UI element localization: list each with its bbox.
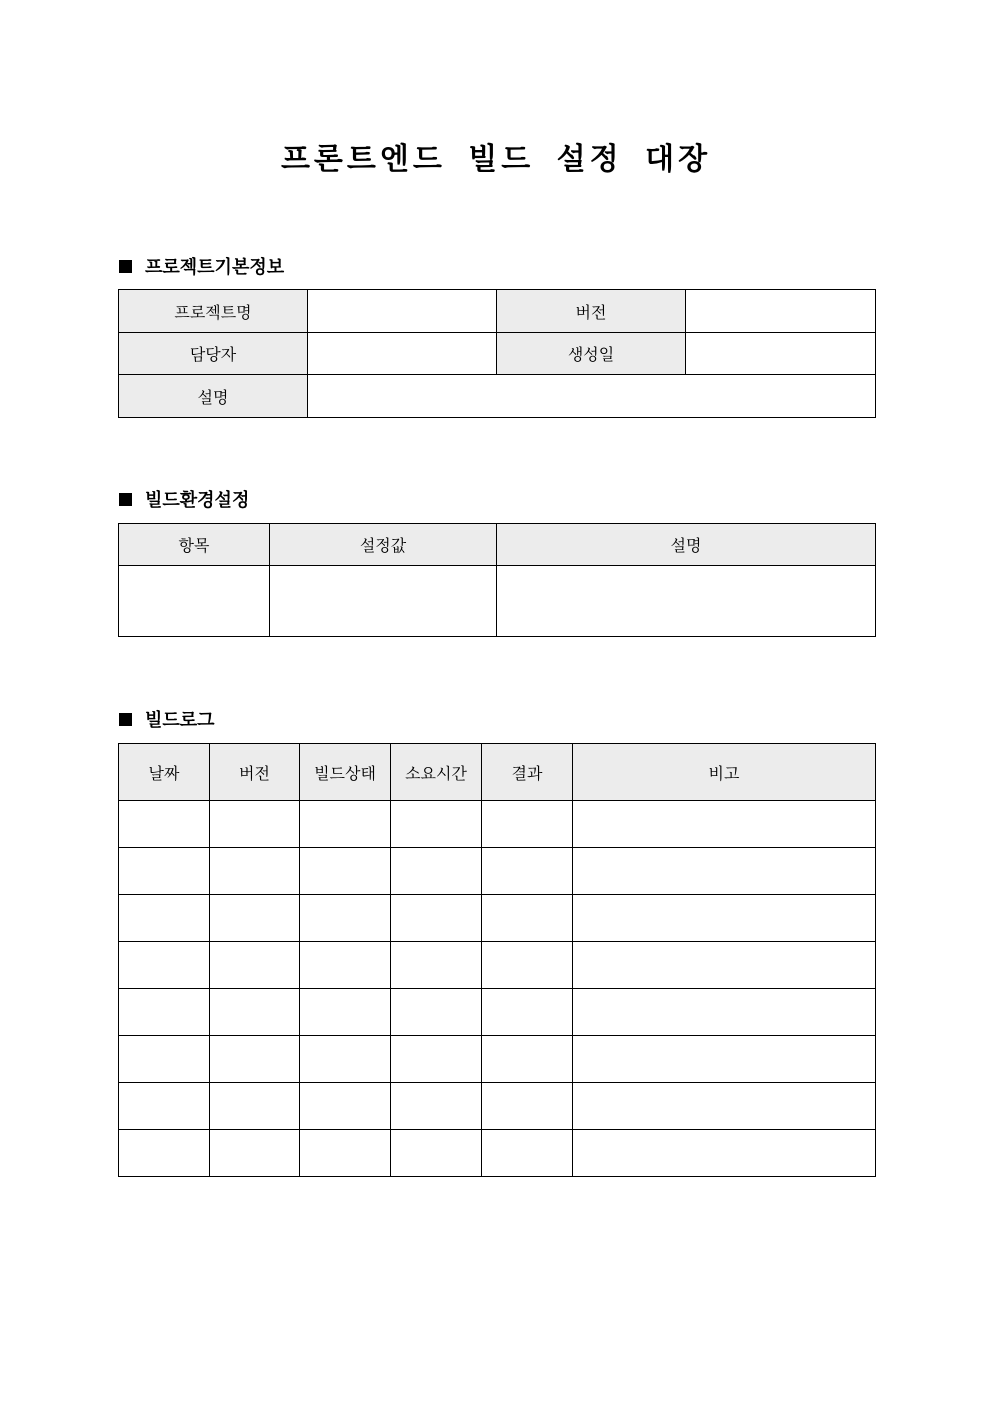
log-cell-note[interactable] — [573, 942, 876, 989]
field-version[interactable] — [686, 290, 876, 333]
log-row — [119, 989, 876, 1036]
build-env-table — [118, 523, 876, 637]
log-cell-status[interactable] — [300, 942, 391, 989]
log-cell-status[interactable] — [300, 1083, 391, 1130]
log-col-date: 날짜 — [119, 744, 210, 801]
log-col-result: 결과 — [482, 744, 573, 801]
log-cell-status[interactable] — [300, 895, 391, 942]
log-cell-result[interactable] — [482, 801, 573, 848]
square-bullet-icon — [119, 713, 132, 726]
log-cell-version[interactable] — [210, 1130, 300, 1177]
log-cell-version[interactable] — [210, 895, 300, 942]
env-cell-item[interactable] — [119, 566, 270, 637]
log-cell-date[interactable] — [119, 989, 210, 1036]
log-cell-status[interactable] — [300, 1036, 391, 1083]
log-cell-version[interactable] — [210, 1083, 300, 1130]
section-heading-log — [119, 706, 215, 732]
label-description: 설명 — [119, 375, 308, 418]
log-cell-status[interactable] — [300, 848, 391, 895]
section-heading-env — [119, 486, 249, 512]
section-heading-basic — [119, 253, 284, 279]
log-cell-result[interactable] — [482, 1083, 573, 1130]
log-cell-version[interactable] — [210, 1036, 300, 1083]
log-row — [119, 942, 876, 989]
log-cell-version[interactable] — [210, 848, 300, 895]
log-row — [119, 848, 876, 895]
log-cell-duration[interactable] — [391, 848, 482, 895]
log-cell-date[interactable] — [119, 801, 210, 848]
log-row — [119, 801, 876, 848]
env-col-item: 항목 — [119, 524, 270, 566]
log-cell-version[interactable] — [210, 989, 300, 1036]
log-cell-date[interactable] — [119, 942, 210, 989]
log-cell-date[interactable] — [119, 1036, 210, 1083]
log-cell-duration[interactable] — [391, 1083, 482, 1130]
log-row — [119, 1130, 876, 1177]
log-cell-duration[interactable] — [391, 942, 482, 989]
log-cell-result[interactable] — [482, 989, 573, 1036]
log-cell-note[interactable] — [573, 989, 876, 1036]
log-row — [119, 1036, 876, 1083]
label-project-name: 프로젝트명 — [119, 290, 308, 333]
log-cell-result[interactable] — [482, 1036, 573, 1083]
log-cell-date[interactable] — [119, 1130, 210, 1177]
log-cell-note[interactable] — [573, 848, 876, 895]
field-project-name[interactable] — [308, 290, 497, 333]
log-cell-version[interactable] — [210, 801, 300, 848]
square-bullet-icon — [119, 493, 132, 506]
log-row — [119, 895, 876, 942]
log-col-status: 빌드상태 — [300, 744, 391, 801]
log-cell-duration[interactable] — [391, 989, 482, 1036]
log-cell-status[interactable] — [300, 1130, 391, 1177]
log-col-version: 버전 — [210, 744, 300, 801]
log-col-duration: 소요시간 — [391, 744, 482, 801]
env-cell-value[interactable] — [270, 566, 497, 637]
log-cell-date[interactable] — [119, 895, 210, 942]
section-heading-basic-label: 프로젝트기본정보 — [145, 257, 285, 278]
env-col-value: 설정값 — [270, 524, 497, 566]
env-cell-description[interactable] — [497, 566, 876, 637]
log-cell-duration[interactable] — [391, 801, 482, 848]
field-owner[interactable] — [308, 333, 497, 375]
log-cell-result[interactable] — [482, 848, 573, 895]
log-cell-result[interactable] — [482, 1130, 573, 1177]
log-cell-note[interactable] — [573, 801, 876, 848]
section-heading-env-label: 빌드환경설정 — [145, 490, 250, 511]
log-cell-date[interactable] — [119, 848, 210, 895]
log-col-note: 비고 — [573, 744, 876, 801]
label-owner: 담당자 — [119, 333, 308, 375]
log-cell-note[interactable] — [573, 1036, 876, 1083]
log-cell-date[interactable] — [119, 1083, 210, 1130]
section-heading-log-label: 빌드로그 — [145, 710, 215, 731]
env-col-description: 설명 — [497, 524, 876, 566]
log-cell-note[interactable] — [573, 1130, 876, 1177]
log-cell-duration[interactable] — [391, 895, 482, 942]
log-cell-result[interactable] — [482, 942, 573, 989]
log-cell-duration[interactable] — [391, 1130, 482, 1177]
log-row — [119, 1083, 876, 1130]
log-cell-duration[interactable] — [391, 1036, 482, 1083]
label-created: 생성일 — [497, 333, 686, 375]
build-log-table — [118, 743, 876, 1177]
log-cell-status[interactable] — [300, 989, 391, 1036]
basic-info-table — [118, 289, 876, 418]
log-cell-status[interactable] — [300, 801, 391, 848]
log-cell-note[interactable] — [573, 895, 876, 942]
log-cell-result[interactable] — [482, 895, 573, 942]
square-bullet-icon — [119, 260, 132, 273]
log-cell-note[interactable] — [573, 1083, 876, 1130]
label-version: 버전 — [497, 290, 686, 333]
page-title: 프론트엔드 빌드 설정 대장 — [280, 142, 712, 177]
log-cell-version[interactable] — [210, 942, 300, 989]
field-description[interactable] — [308, 375, 876, 418]
field-created[interactable] — [686, 333, 876, 375]
